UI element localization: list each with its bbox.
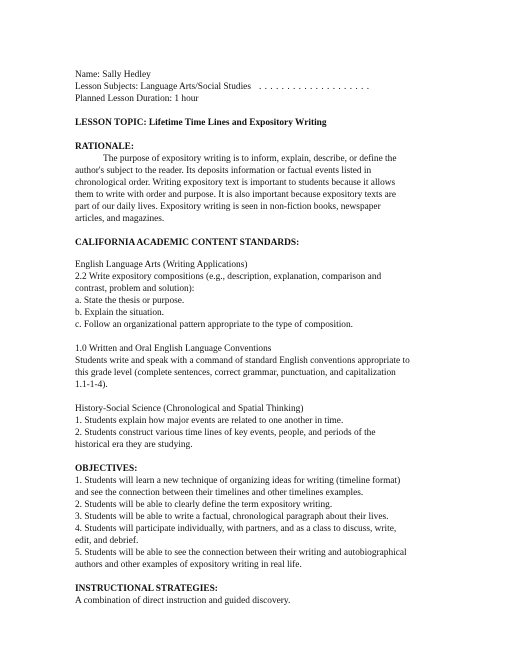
lesson-duration: Planned Lesson Duration: 1 hour xyxy=(75,94,199,104)
history-standard-line: historical era they are studying. xyxy=(75,440,193,450)
ela-standard-line: 2.2 Write expository compositions (e.g., description, explanation, comparison and xyxy=(75,272,382,282)
rationale-line: them to write with order and purpose. It is also important because expository texts are xyxy=(75,190,396,200)
objectives-heading: OBJECTIVES: xyxy=(75,464,138,474)
lesson-subjects-text: Lesson Subjects: Language Arts/Social Studies xyxy=(75,82,251,92)
conventions-standard-line: 1.1-1-4). xyxy=(75,380,108,390)
rationale-line: part of our daily lives. Expository writing is seen in non-fiction books, newspaper xyxy=(75,202,381,212)
lesson-subjects-trail: . . . . . . . . . . . . . . . . . . . . xyxy=(258,82,370,92)
history-standard-line: 1. Students explain how major events are related to one another in time. xyxy=(75,416,344,426)
objective-line: 1. Students will learn a new technique of organizing ideas for writing (timeline format) xyxy=(75,476,401,486)
history-standard-title: History-Social Science (Chronological and Spatial Thinking) xyxy=(75,404,304,414)
rationale-line: The purpose of expository writing is to inform, explain, describe, or define the xyxy=(103,154,397,164)
ela-standard-line: b. Explain the situation. xyxy=(75,308,165,318)
lesson-plan-body xyxy=(75,69,437,607)
standards-heading: CALIFORNIA ACADEMIC CONTENT STANDARDS: xyxy=(75,238,300,248)
lesson-subjects xyxy=(75,81,437,93)
objective-line: 3. Students will be able to write a factual, chronological paragraph about their lives. xyxy=(75,512,389,522)
objective-line: edit, and debrief. xyxy=(75,536,139,546)
ela-standard-line: c. Follow an organizational pattern appropriate to the type of composition. xyxy=(75,320,353,330)
objective-line: and see the connection between their timelines and other timelines examples. xyxy=(75,488,364,498)
ela-standard-line: contrast, problem and solution): xyxy=(75,284,195,294)
objective-line: 2. Students will be able to clearly define the term expository writing. xyxy=(75,500,333,510)
rationale-line: articles, and magazines. xyxy=(75,214,165,224)
strategies-heading: INSTRUCTIONAL STRATEGIES: xyxy=(75,584,218,594)
teacher-name: Name: Sally Hedley xyxy=(75,70,151,80)
history-standard-line: 2. Students construct various time lines of key events, people, and periods of the xyxy=(75,428,376,438)
ela-standard-title: English Language Arts (Writing Applications) xyxy=(75,260,248,270)
rationale-line: author's subject to the reader. Its deposits information or factual events listed in xyxy=(75,166,372,176)
rationale-line: chronological order. Writing expository text is important to students because it allows xyxy=(75,178,396,188)
conventions-standard-line: Students write and speak with a command of standard English conventions appropriate to xyxy=(75,356,410,366)
conventions-standard-title: 1.0 Written and Oral English Language Conventions xyxy=(75,344,272,354)
objective-line: 5. Students will be able to see the connection between their writing and autobiographical xyxy=(75,548,407,558)
objective-line: 4. Students will participate individually, with partners, and as a class to discuss, write, xyxy=(75,524,397,534)
rationale-heading: RATIONALE: xyxy=(75,142,135,152)
conventions-standard-line: this grade level (complete sentences, correct grammar, punctuation, and capitalization xyxy=(75,368,396,378)
strategies-line: A combination of direct instruction and guided discovery. xyxy=(75,596,291,606)
ela-standard-line: a. State the thesis or purpose. xyxy=(75,296,185,306)
lesson-topic: LESSON TOPIC: Lifetime Time Lines and Expository Writing xyxy=(75,118,327,128)
objective-line: authors and other examples of expository writing in real life. xyxy=(75,560,302,570)
